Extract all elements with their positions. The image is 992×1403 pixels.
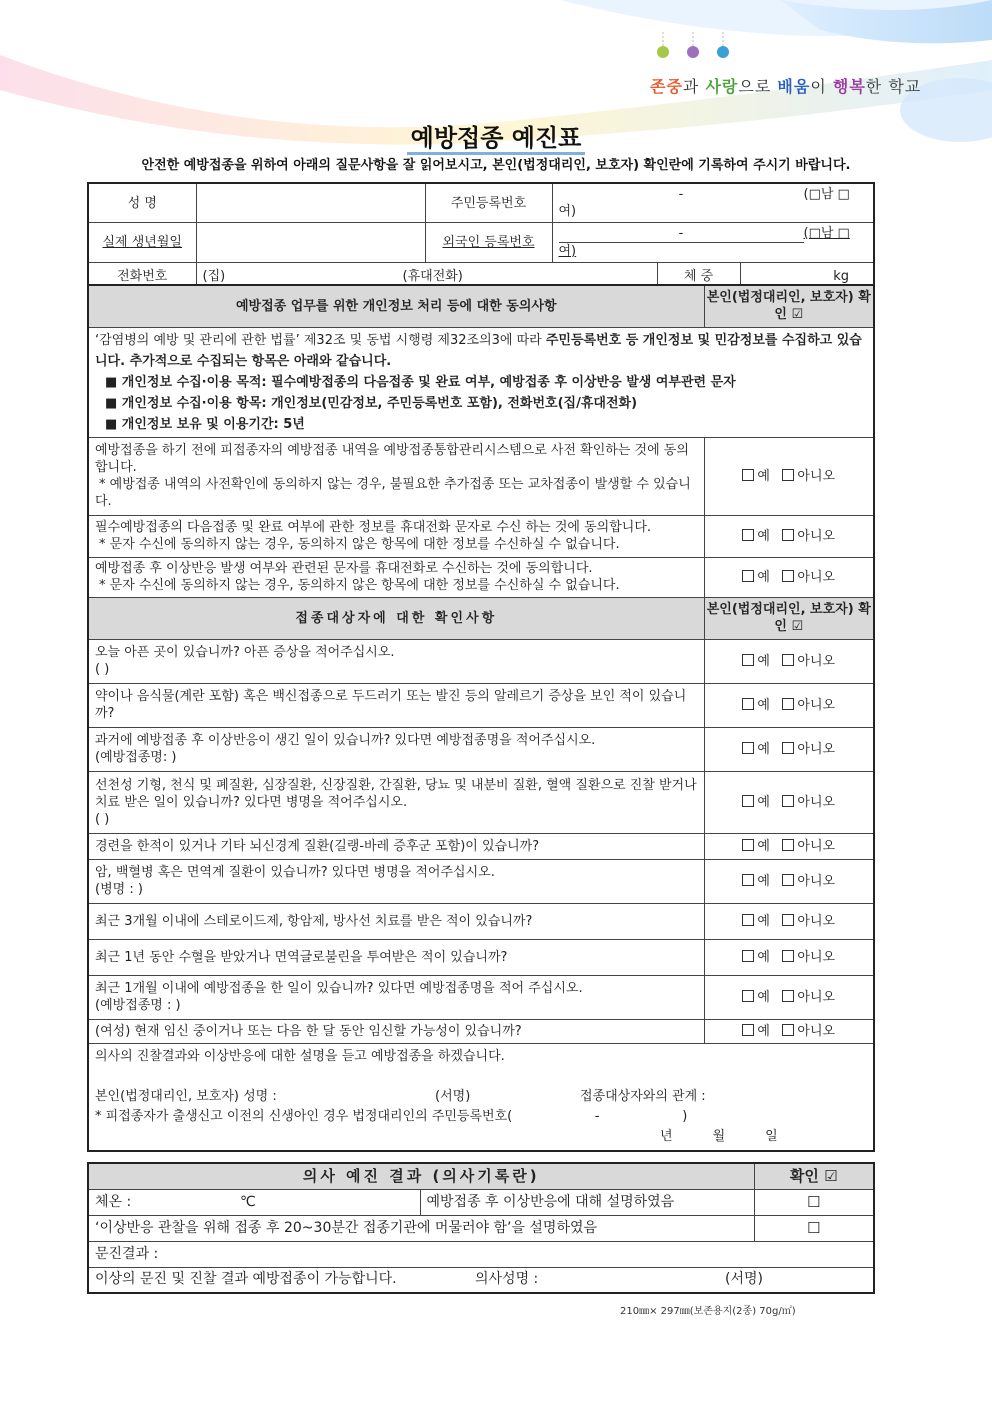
date-day: 일	[765, 1128, 778, 1144]
motto-word: 으로	[738, 77, 778, 96]
no-label: 아니오	[797, 741, 836, 757]
signature-statement: 의사의 진찰결과와 이상반응에 대한 설명을 듣고 예방접종을 하겠습니다.	[95, 1048, 505, 1064]
yes-checkbox[interactable]	[742, 698, 754, 710]
consent-header: 예방접종 업무를 위한 개인정보 처리 등에 대한 동의사항	[88, 285, 704, 327]
phone-label: 전화번호	[88, 263, 196, 292]
consent-text: 예방접종을 하기 전에 피접종자의 예방접종 내역을 예방접종통합관리시스템으로 사전 확인하는 것에 동의합니다.	[95, 443, 689, 475]
yes-label: 예	[757, 989, 770, 1005]
color-dots-icon	[650, 30, 740, 65]
yes-label: 예	[757, 913, 770, 929]
interview-result: 문진결과 :	[88, 1241, 874, 1267]
consent-note: * 예방접종 내역의 사전확인에 동의하지 않는 경우, 불필요한 추가접종 또는 교차접종이 발생할 수 있습니다.	[95, 477, 691, 509]
yes-checkbox[interactable]	[742, 654, 754, 666]
yes-checkbox[interactable]	[742, 839, 754, 851]
consent-text: 필수예방접종의 다음접종 및 완료 여부에 관한 정보를 휴대전화 문자로 수신 하는 것에 동의합니다.	[95, 520, 652, 535]
consent-note: * 문자 수신에 동의하지 않는 경우, 동의하지 않은 항목에 대한 정보를 수신하실 수 없습니다.	[99, 537, 620, 552]
no-checkbox[interactable]	[782, 1024, 794, 1036]
yes-label: 예	[757, 838, 770, 854]
consent-row	[88, 515, 874, 557]
no-checkbox[interactable]	[782, 742, 794, 754]
yes-label: 예	[757, 794, 770, 810]
consent-note: * 문자 수신에 동의하지 않는 경우, 동의하지 않은 항목에 대한 정보를 수신하실 수 없습니다.	[99, 578, 620, 593]
check-answer-blank: ( )	[95, 662, 110, 677]
consent-row	[88, 437, 874, 515]
check-question: 오늘 아픈 곳이 있습니까? 아픈 증상을 적어주십시오.	[95, 645, 395, 660]
no-label: 아니오	[797, 528, 836, 544]
check-question: 과거에 예방접종 후 이상반응이 생긴 일이 있습니까? 있다면 예방접종명을 적어주십시오.	[95, 733, 596, 748]
check-question: 약이나 음식물(계란 포함) 혹은 백신접종으로 두드러기 또는 발진 등의 알레르기 증상을 보인 적이 있습니까?	[95, 689, 687, 721]
motto-word: 사랑	[705, 77, 739, 96]
birth-label: 실제 생년월일	[88, 223, 196, 263]
weight-unit: kg	[833, 269, 850, 285]
yes-label: 예	[757, 697, 770, 713]
doctor-header: 의사 예진 결과 (의사기록란)	[88, 1163, 754, 1189]
no-label: 아니오	[797, 569, 836, 585]
check-row	[88, 859, 874, 903]
explain-reaction-checkbox[interactable]: ☐	[754, 1189, 874, 1215]
check-answer-blank: (예방접종명 : )	[95, 998, 181, 1013]
explain-observation-checkbox[interactable]: ☐	[754, 1215, 874, 1241]
no-label: 아니오	[797, 468, 836, 484]
check-row	[88, 903, 874, 939]
no-checkbox[interactable]	[782, 469, 794, 481]
yes-label: 예	[757, 569, 770, 585]
no-checkbox[interactable]	[782, 914, 794, 926]
doctor-sign-mark[interactable]: (서명)	[725, 1271, 763, 1288]
personal-info-table	[87, 182, 875, 293]
doctor-check-header: 확인 ☑	[754, 1163, 874, 1189]
no-label: 아니오	[797, 913, 836, 929]
name-field[interactable]	[196, 183, 425, 223]
yes-checkbox[interactable]	[742, 874, 754, 886]
check-question: 경련을 한적이 있거나 기타 뇌신경계 질환(길랭-바레 증후군 포함)이 있습니까?	[95, 838, 540, 854]
temperature-unit: ℃	[240, 1193, 256, 1210]
date-year: 년	[660, 1128, 673, 1144]
consent-text: 예방접종 후 이상반응 발생 여부와 관련된 문자를 휴대전화로 수신하는 것에 동의합니다.	[95, 561, 593, 576]
motto-word: 한 학교	[865, 77, 922, 96]
check-row	[88, 727, 874, 771]
yes-label: 예	[757, 741, 770, 757]
newborn-rrn-dash: -	[594, 1108, 600, 1124]
yes-label: 예	[757, 528, 770, 544]
consent-intro-bold: 주민등록번호 등 개인정보 및 민감정보를 수집하고 있습니다. 추가적으로 수집되는 항목은 아래와 같습니다.	[95, 332, 862, 369]
check-row	[88, 683, 874, 727]
check-answer-blank: ( )	[95, 811, 110, 827]
no-checkbox[interactable]	[782, 529, 794, 541]
foreign-id-field[interactable]	[552, 223, 874, 263]
check-row	[88, 939, 874, 975]
doctor-final-statement: 이상의 문진 및 진찰 결과 예방접종이 가능합니다.	[95, 1271, 397, 1288]
date-month: 월	[712, 1128, 726, 1144]
no-checkbox[interactable]	[782, 698, 794, 710]
rrn-dash: -	[678, 187, 684, 202]
check-question: 암, 백혈병 혹은 면역계 질환이 있습니까? 있다면 병명을 적어주십시오.	[95, 865, 495, 880]
yes-label: 예	[757, 468, 770, 484]
doctor-final-row	[88, 1267, 874, 1293]
yes-checkbox[interactable]	[742, 1024, 754, 1036]
no-label: 아니오	[797, 653, 836, 669]
yes-checkbox[interactable]	[742, 950, 754, 962]
motto-word: 배움	[777, 77, 811, 96]
check-answer-blank: (예방접종명: )	[95, 750, 177, 765]
no-checkbox[interactable]	[782, 950, 794, 962]
motto-word: 존중	[650, 77, 683, 96]
doctor-table	[87, 1162, 875, 1294]
consent-check-header: 본인(법정대리인, 보호자) 확인 ☑	[704, 285, 874, 327]
page-subtitle: 안전한 예방접종을 위하여 아래의 질문사항을 잘 읽어보시고, 본인(법정대리인, 보호자) 확인란에 기록하여 주시기 바랍니다.	[141, 158, 851, 173]
consent-period: ■ 개인정보 보유 및 이용기간: 5년	[105, 416, 305, 432]
check-row	[88, 639, 874, 683]
newborn-note: * 피접종자가 출생신고 이전의 신생아인 경우 법정대리인의 주민등록번호(	[95, 1108, 513, 1124]
no-label: 아니오	[797, 838, 836, 854]
page-title: 예방접종 예진표	[0, 118, 992, 153]
signature-section	[88, 1043, 874, 1151]
no-label: 아니오	[797, 697, 836, 713]
mobile-phone-label: (휴대전화)	[402, 269, 463, 285]
rrn-label: 주민등록번호	[425, 183, 552, 223]
check-answer-blank: (병명 : )	[95, 882, 143, 897]
yes-label: 예	[757, 653, 770, 669]
home-phone-label: (집)	[202, 269, 226, 285]
check-row	[88, 1019, 874, 1043]
doctor-sign-label: 의사성명 :	[475, 1271, 539, 1288]
no-checkbox[interactable]	[782, 570, 794, 582]
motto-word: 이	[810, 77, 833, 96]
check-question: (여성) 현재 임신 중이거나 또는 다음 한 달 동안 임신할 가능성이 있습니까?	[95, 1023, 522, 1039]
yes-label: 예	[757, 949, 770, 965]
birth-field[interactable]	[196, 223, 425, 263]
no-checkbox[interactable]	[782, 795, 794, 807]
sex-checkbox[interactable]: (□남 □여)	[558, 187, 850, 219]
relation-label: 접종대상자와의 관계 :	[580, 1088, 706, 1104]
sex-checkbox[interactable]: (□남 □여)	[558, 226, 850, 259]
consent-intro-text: ‘감염병의 예방 및 관리에 관한 법률’ 제32조 및 동법 시행령 제32조의3에 따라	[95, 332, 546, 348]
check-question: 최근 1개월 이내에 예방접종을 한 일이 있습니까? 있다면 예방접종명을 적어 주십시오.	[95, 981, 583, 996]
temperature-label: 체온 :	[95, 1193, 132, 1210]
no-label: 아니오	[797, 1023, 836, 1039]
check-row	[88, 771, 874, 833]
no-checkbox[interactable]	[782, 990, 794, 1002]
check-header-confirm: 본인(법정대리인, 보호자) 확인 ☑	[704, 597, 874, 639]
yes-checkbox[interactable]	[742, 914, 754, 926]
yes-label: 예	[757, 873, 770, 889]
no-checkbox[interactable]	[782, 654, 794, 666]
no-label: 아니오	[797, 949, 836, 965]
check-question: 최근 1년 동안 수혈을 받았거나 면역글로불린을 투여받은 적이 있습니까?	[95, 949, 508, 965]
no-label: 아니오	[797, 794, 836, 810]
no-label: 아니오	[797, 989, 836, 1005]
explain-reaction: 예방접종 후 이상반응에 대해 설명하였음	[420, 1189, 754, 1215]
signature-name-label: 본인(법정대리인, 보호자) 성명 :	[95, 1088, 277, 1104]
yes-checkbox[interactable]	[742, 795, 754, 807]
signature-mark[interactable]: (서명)	[435, 1088, 471, 1104]
check-row	[88, 975, 874, 1019]
consent-row	[88, 557, 874, 597]
screening-table	[87, 284, 875, 1152]
no-checkbox[interactable]	[782, 839, 794, 851]
yes-label: 예	[757, 1023, 770, 1039]
yes-checkbox[interactable]	[742, 529, 754, 541]
check-question: 선천성 기형, 천식 및 폐질환, 심장질환, 신장질환, 간질환, 당뇨 및 내분비 질환, 혈액 질환으로 진찰 받거나 치료 받은 일이 있습니까? 있다면 병명을 적어주십시오.	[95, 777, 697, 810]
foreign-dash: -	[559, 225, 804, 243]
check-row	[88, 833, 874, 859]
weight-label: 체 중	[657, 263, 740, 292]
rrn-field[interactable]	[552, 183, 874, 223]
consent-items: ■ 개인정보 수집·이용 항목: 개인정보(민감정보, 주민등록번호 포함), 전화번호(집/휴대전화)	[105, 395, 638, 411]
school-motto	[650, 74, 921, 97]
check-header: 접종대상자에 대한 확인사항	[88, 597, 704, 639]
consent-intro	[88, 327, 874, 437]
name-label: 성 명	[88, 183, 196, 223]
motto-word: 과	[682, 77, 706, 96]
check-question: 최근 3개월 이내에 스테로이드제, 항암제, 방사선 치료를 받은 적이 있습니까?	[95, 913, 533, 929]
yes-checkbox[interactable]	[742, 990, 754, 1002]
no-checkbox[interactable]	[782, 874, 794, 886]
newborn-close: )	[682, 1108, 688, 1124]
motto-word: 행복	[832, 77, 866, 96]
yes-checkbox[interactable]	[742, 570, 754, 582]
yes-checkbox[interactable]	[742, 742, 754, 754]
consent-purpose: ■ 개인정보 수집·이용 목적: 필수예방접종의 다음접종 및 완료 여부, 예방접종 후 이상반응 발생 여부관련 문자	[105, 374, 736, 390]
explain-observation: ‘이상반응 관찰을 위해 접종 후 20~30분간 접종기관에 머물러야 함’을 설명하였음	[88, 1215, 754, 1241]
yes-checkbox[interactable]	[742, 469, 754, 481]
no-label: 아니오	[797, 873, 836, 889]
foreign-id-label: 외국인 등록번호	[425, 223, 552, 263]
paper-spec: 210㎜× 297㎜(보존용지(2종) 70g/㎡)	[620, 1306, 796, 1317]
